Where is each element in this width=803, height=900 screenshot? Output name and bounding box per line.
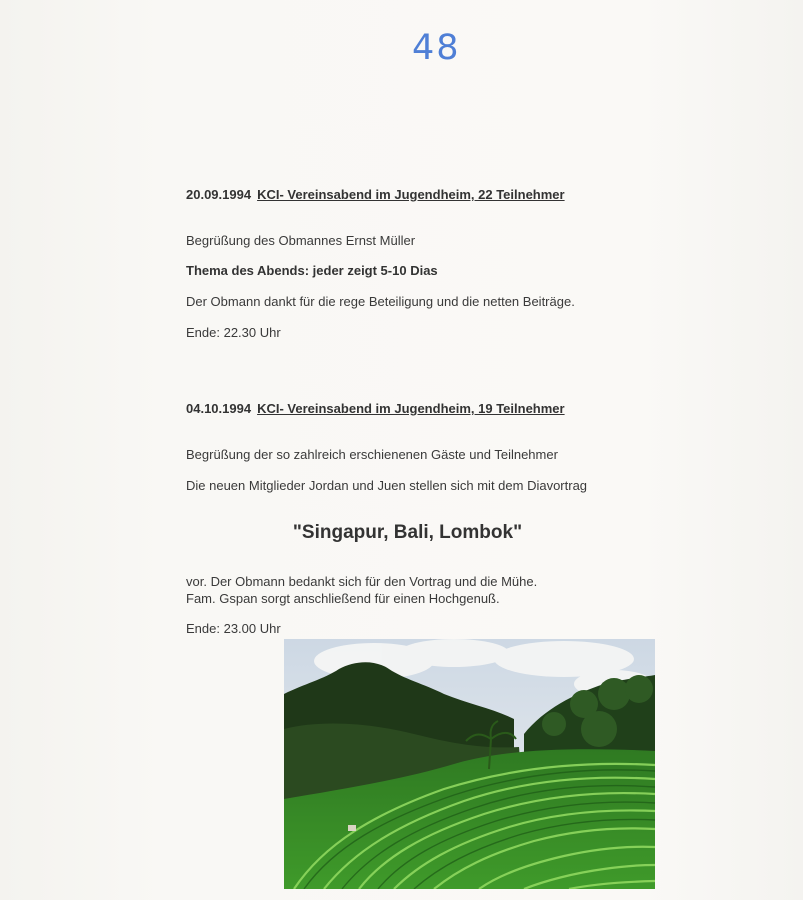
entry-1-title: KCI- Vereinsabend im Jugendheim, 22 Teilnehmer xyxy=(257,187,565,202)
entry-1-line-2: Thema des Abends: jeder zeigt 5-10 Dias xyxy=(186,263,438,278)
talk-title: "Singapur, Bali, Lombok" xyxy=(292,522,523,543)
entry-2-heading xyxy=(186,401,565,416)
entry-1-line-3: Der Obmann dankt für die rege Beteiligung und die netten Beiträge. xyxy=(186,294,575,309)
photo-illustration xyxy=(284,639,655,889)
entry-1-heading xyxy=(186,187,565,202)
entry-2-after-line-2: Fam. Gspan sorgt anschließend für einen Hochgenuß. xyxy=(186,591,500,606)
entry-2-after-line-3: Ende: 23.00 Uhr xyxy=(186,621,281,636)
entry-1-date: 20.09.1994 xyxy=(186,187,252,202)
entry-1-line-1: Begrüßung des Obmannes Ernst Müller xyxy=(186,233,416,248)
entry-2-line-1: Begrüßung der so zahlreich erschienenen Gäste und Teilnehmer xyxy=(186,447,558,462)
page-number: 48 xyxy=(412,28,461,68)
entry-2-title: KCI- Vereinsabend im Jugendheim, 19 Teilnehmer xyxy=(257,401,565,416)
entry-1-line-4: Ende: 22.30 Uhr xyxy=(186,325,281,340)
hut xyxy=(348,825,356,831)
entry-2-date: 04.10.1994 xyxy=(186,401,252,416)
entry-2-line-2: Die neuen Mitglieder Jordan und Juen stellen sich mit dem Diavortrag xyxy=(186,478,588,493)
entry-2-after-line-1: vor. Der Obmann bedankt sich für den Vortrag und die Mühe. xyxy=(186,574,538,589)
rice-terraces-photo xyxy=(284,639,655,889)
